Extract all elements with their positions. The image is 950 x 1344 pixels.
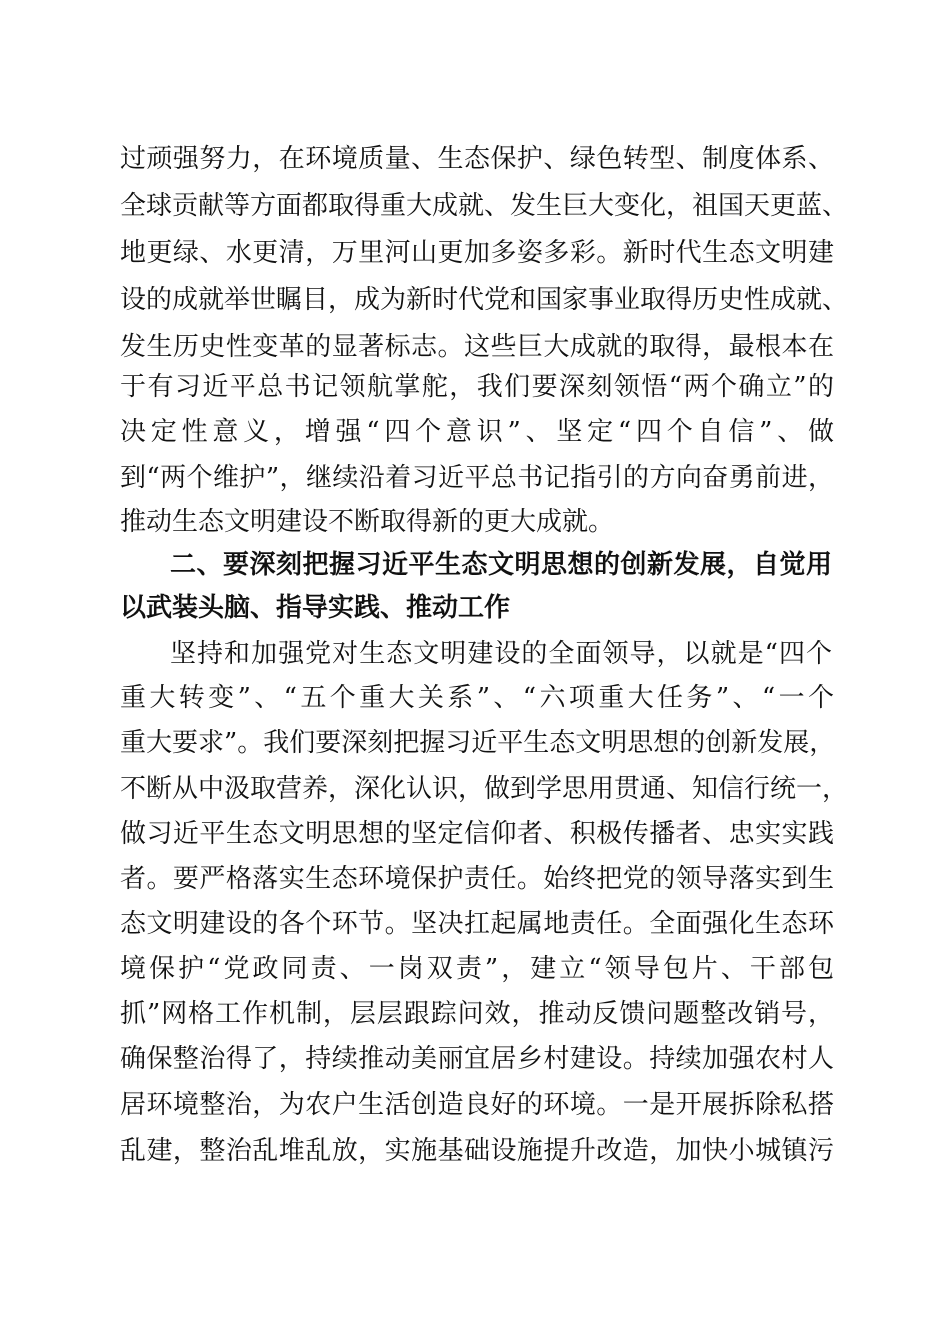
paragraph-2-line-3: 重大要求”。我们要深刻把握习近平生态文明思想的创新发展， [120,728,836,758]
paragraph-2-line-11: 居环境整治，为农户生活创造良好的环境。一是开展拆除私搭 [120,1090,834,1120]
text-line [0,766,950,812]
section-heading [0,542,950,588]
text-line [0,720,950,766]
paragraph-1-line-7: 决定性意义，增强“四个意识”、坚定“四个自信”、做 [120,417,834,447]
section-heading [0,585,950,631]
heading-2-line-1: 二、要深刻把握习近平生态文明思想的创新发展，自觉用 [170,550,832,580]
text-line [0,499,950,545]
paragraph-1-line-1: 过顽强努力，在环境质量、生态保护、绿色转型、制度体系、 [120,144,834,174]
paragraph-1-line-4: 设的成就举世瞩目，成为新时代党和国家事业取得历史性成就、 [120,285,849,315]
text-line [0,675,950,721]
text-line [0,455,950,501]
text-line [0,991,950,1037]
text-line [0,183,950,229]
paragraph-1-line-2: 全球贡献等方面都取得重大成就、发生巨大变化，祖国天更蓝、 [120,191,849,221]
text-line [0,409,950,455]
paragraph-2-line-10: 确保整治得了，持续推动美丽宜居乡村建设。持续加强农村人 [120,1044,834,1074]
paragraph-1-line-3: 地更绿、水更清，万里河山更加多姿多彩。新时代生态文明建 [120,238,834,268]
text-line [0,364,950,410]
text-line [0,1128,950,1174]
heading-2-line-2: 以武装头脑、指导实践、推动工作 [120,593,511,623]
paragraph-2-line-9: 抓”网格工作机制，层层跟踪问效，推动反馈问题整改销号， [120,999,834,1029]
paragraph-1-line-8: 到“两个维护”，继续沿着习近平总书记指引的方向奋勇前进， [120,463,834,493]
paragraph-2-line-1: 坚持和加强党对生态文明建设的全面领导，以就是“四个 [170,639,832,669]
paragraph-2-line-4: 不断从中汲取营养，深化认识，做到学思用贯通、知信行统一， [120,774,849,804]
text-line [0,856,950,902]
text-line [0,277,950,323]
text-line [0,136,950,182]
paragraph-2-line-6: 者。要严格落实生态环境保护责任。始终把党的领导落实到生 [120,864,834,894]
paragraph-2-line-2: 重大转变”、“五个重大关系”、“六项重大任务”、“一个 [120,683,834,713]
paragraph-1-line-9: 推动生态文明建设不断取得新的更大成就。 [120,507,615,537]
paragraph-2-line-8: 境保护“党政同责、一岗双责”，建立“领导包片、干部包 [120,954,834,984]
paragraph-2-line-5: 做习近平生态文明思想的坚定信仰者、积极传播者、忠实实践 [120,819,834,849]
paragraph-1-line-5: 发生历史性变革的显著标志。这些巨大成就的取得，最根本在 [120,332,834,362]
text-line [0,631,950,677]
text-line [0,1082,950,1128]
text-line [0,901,950,947]
text-line [0,811,950,857]
text-line [0,230,950,276]
paragraph-2-line-12: 乱建，整治乱堆乱放，实施基础设施提升改造，加快小城镇污 [120,1136,834,1166]
paragraph-2-line-7: 态文明建设的各个环节。坚决扛起属地责任。全面强化生态环 [120,909,834,939]
text-line [0,946,950,992]
text-line [0,1036,950,1082]
paragraph-1-line-6: 于有习近平总书记领航掌舵，我们要深刻领悟“两个确立”的 [120,372,834,402]
